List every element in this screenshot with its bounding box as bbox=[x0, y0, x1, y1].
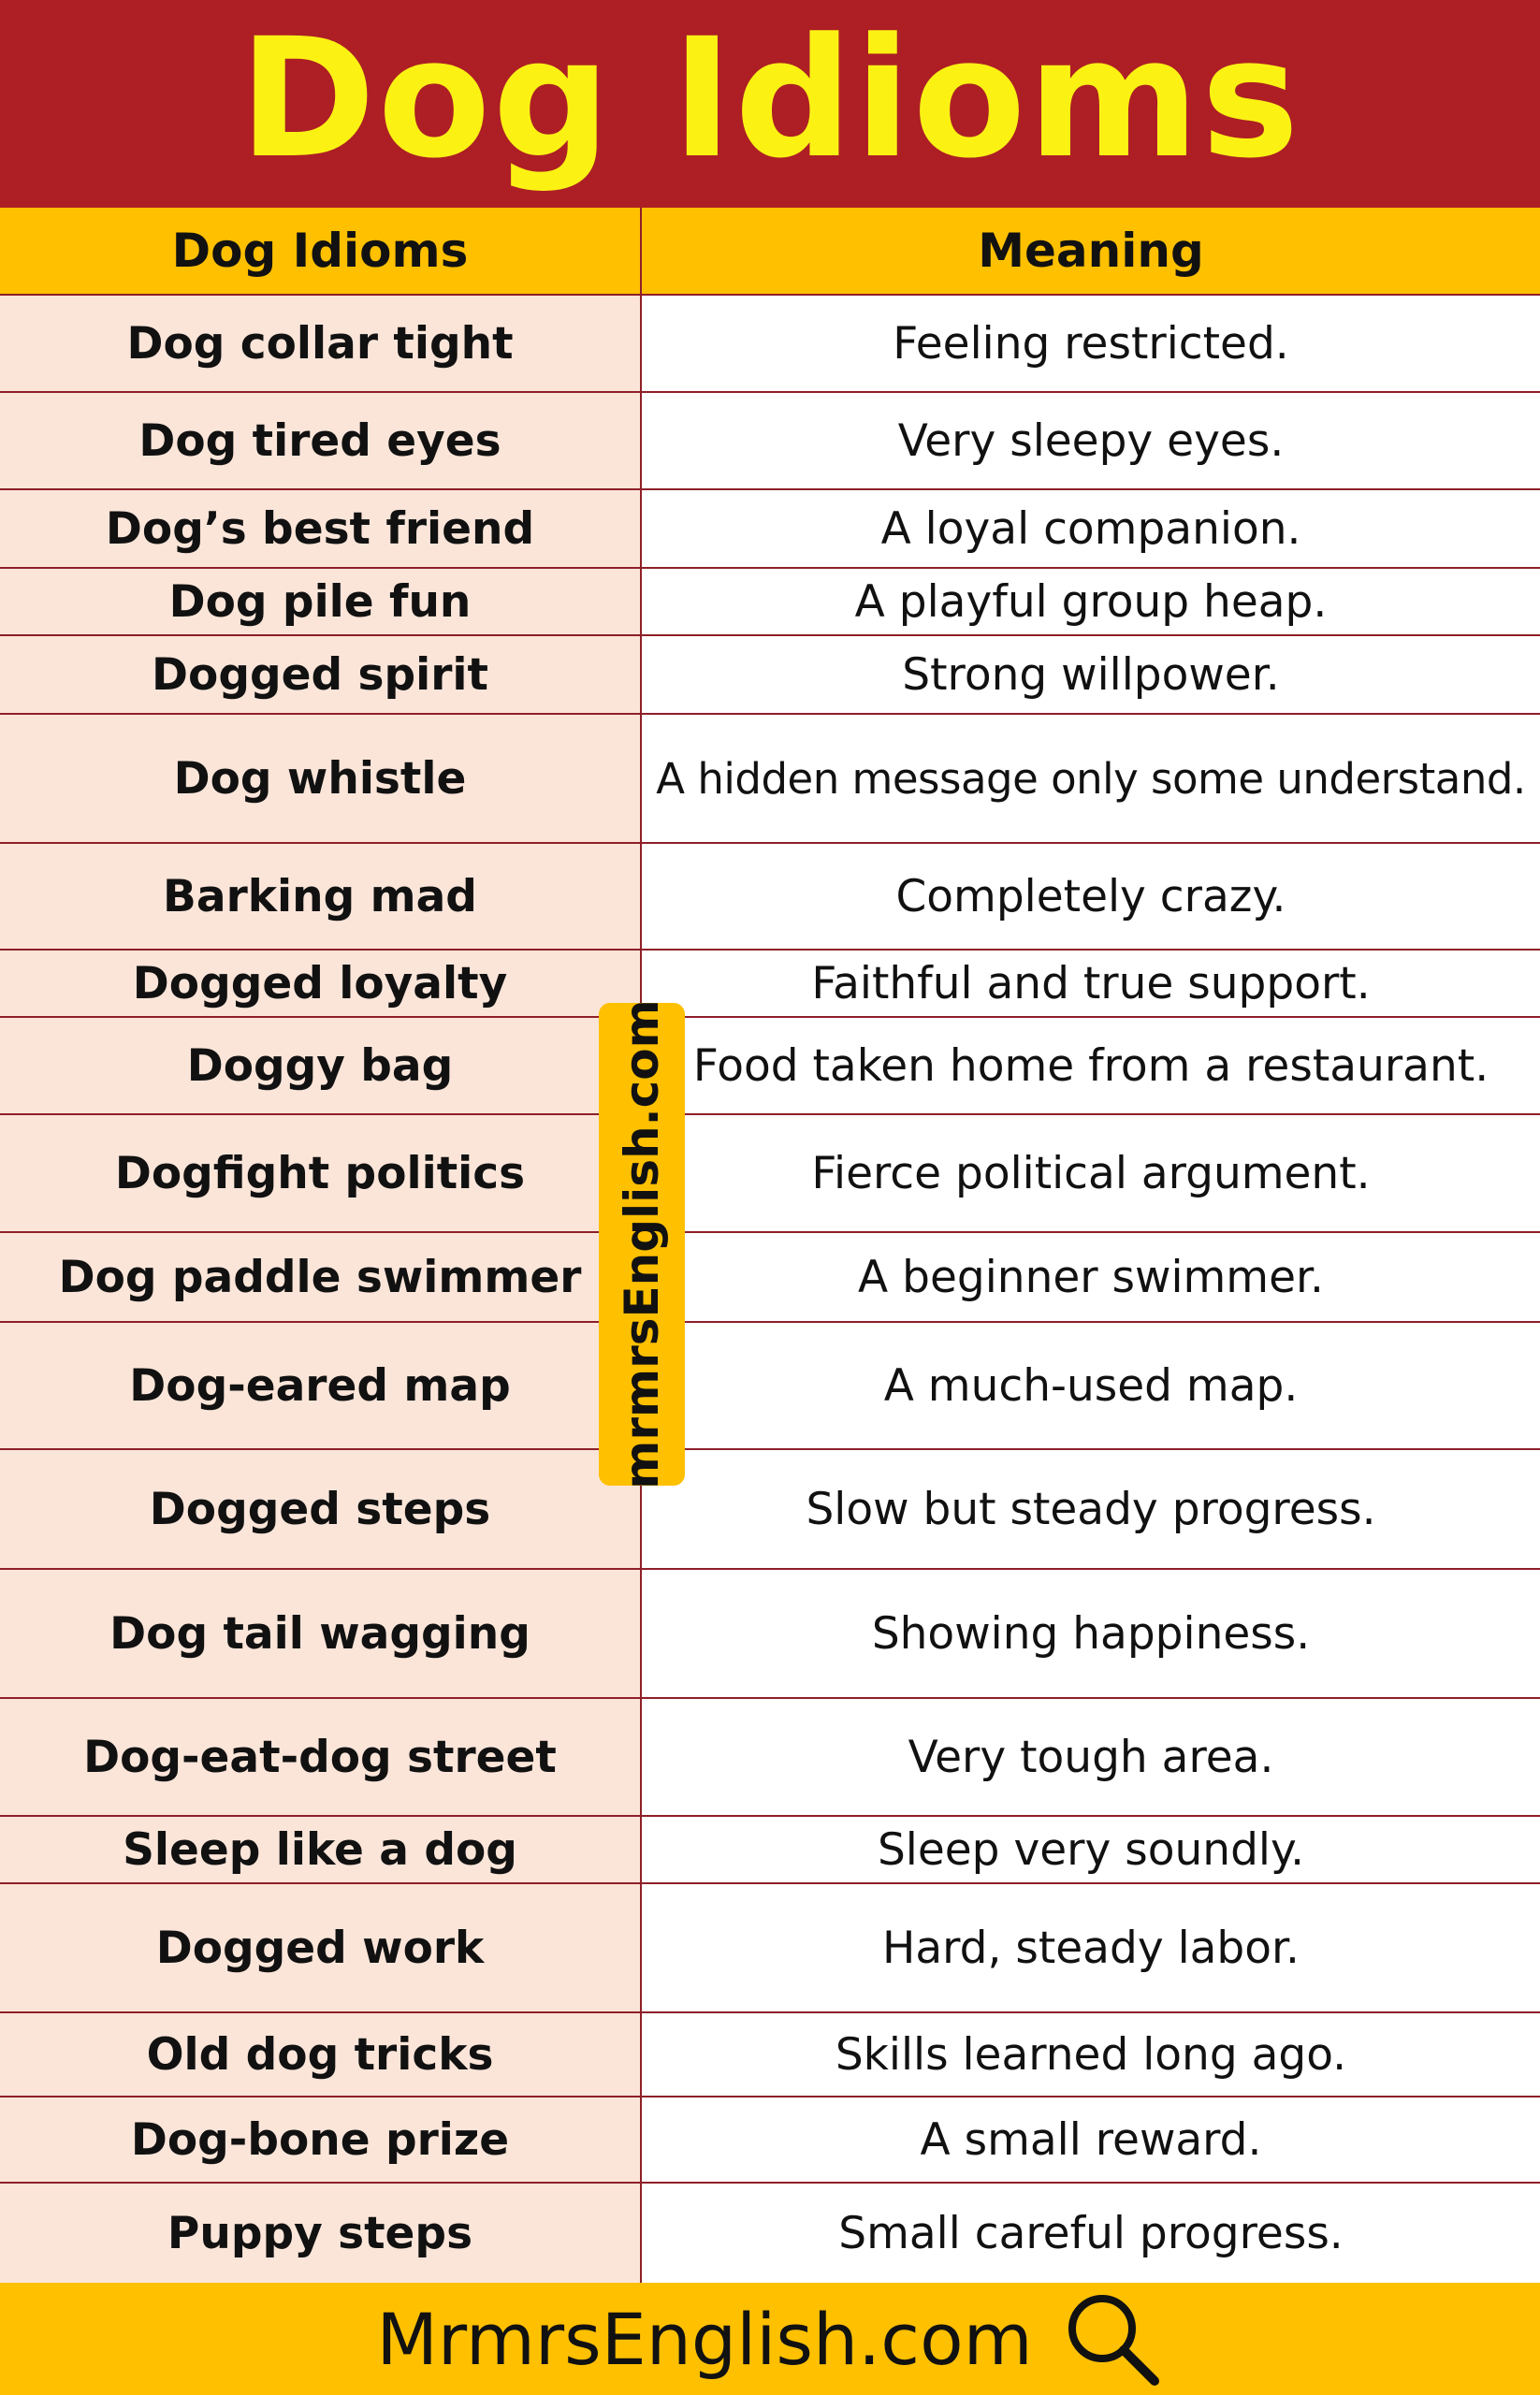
meaning-cell: Food taken home from a restaurant. bbox=[692, 1039, 1489, 1092]
table-row bbox=[0, 296, 1540, 393]
table-header bbox=[0, 208, 1540, 296]
table-row bbox=[0, 2184, 1540, 2283]
idiom-cell: Dog paddle swimmer bbox=[0, 1233, 642, 1321]
table-row bbox=[0, 1884, 1540, 2013]
idiom-cell: Dogged spirit bbox=[0, 636, 642, 713]
table-row bbox=[0, 393, 1540, 490]
table-row bbox=[0, 2097, 1540, 2184]
table-row bbox=[0, 1323, 1540, 1450]
idiom-cell: Dog whistle bbox=[0, 715, 642, 842]
idiom-cell: Dogged work bbox=[0, 1884, 642, 2011]
meaning-cell: Feeling restricted. bbox=[893, 317, 1289, 370]
meaning-cell: Completely crazy. bbox=[895, 870, 1286, 922]
meaning-cell: Showing happiness. bbox=[871, 1607, 1311, 1660]
page-title: Dog Idioms bbox=[239, 2, 1301, 195]
meaning-cell: Sleep very soundly. bbox=[877, 1823, 1305, 1876]
meaning-cell: Faithful and true support. bbox=[811, 957, 1371, 1009]
table-row bbox=[0, 1233, 1540, 1323]
meaning-cell: Fierce political argument. bbox=[811, 1147, 1371, 1199]
search-icon[interactable] bbox=[1061, 2287, 1164, 2390]
table-row bbox=[0, 1018, 1540, 1115]
idiom-cell: Sleep like a dog bbox=[0, 1817, 642, 1882]
table-row bbox=[0, 569, 1540, 636]
idiom-cell: Dogged steps bbox=[0, 1450, 642, 1568]
idioms-table bbox=[0, 208, 1540, 2283]
idiom-cell: Dog tired eyes bbox=[0, 393, 642, 488]
header-meaning: Meaning bbox=[978, 224, 1204, 278]
idiom-cell: Dogged loyalty bbox=[0, 951, 642, 1016]
meaning-cell: A hidden message only some understand. bbox=[656, 753, 1526, 804]
idiom-cell: Puppy steps bbox=[0, 2184, 642, 2283]
idiom-cell: Dog pile fun bbox=[0, 569, 642, 634]
table-row bbox=[0, 490, 1540, 569]
idiom-cell: Dogfight politics bbox=[0, 1115, 642, 1231]
meaning-cell: Very sleepy eyes. bbox=[897, 414, 1285, 467]
table-row bbox=[0, 1817, 1540, 1884]
footer-banner bbox=[0, 2283, 1540, 2395]
table-row bbox=[0, 844, 1540, 951]
table-row bbox=[0, 1115, 1540, 1233]
table-row bbox=[0, 951, 1540, 1018]
footer-site-link[interactable]: MrmrsEnglish.com bbox=[376, 2297, 1033, 2381]
watermark-badge bbox=[599, 999, 685, 1489]
idiom-cell: Dog-bone prize bbox=[0, 2097, 642, 2182]
meaning-cell: A beginner swimmer. bbox=[858, 1251, 1324, 1303]
meaning-cell: A playful group heap. bbox=[854, 575, 1328, 628]
idiom-cell: Dog collar tight bbox=[0, 296, 642, 391]
idiom-cell: Doggy bag bbox=[0, 1018, 642, 1113]
idiom-cell: Old dog tricks bbox=[0, 2013, 642, 2096]
header-idioms: Dog Idioms bbox=[0, 208, 642, 294]
meaning-cell: Strong willpower. bbox=[902, 648, 1280, 701]
idiom-cell: Dog-eared map bbox=[0, 1323, 642, 1448]
meaning-cell: A much-used map. bbox=[883, 1359, 1299, 1412]
idiom-cell: Barking mad bbox=[0, 844, 642, 949]
table-row bbox=[0, 1450, 1540, 1570]
table-row bbox=[0, 715, 1540, 844]
meaning-cell: A loyal companion. bbox=[880, 502, 1301, 555]
meaning-cell: Slow but steady progress. bbox=[806, 1483, 1376, 1535]
watermark-text: mrmrsEnglish.com bbox=[615, 999, 670, 1489]
meaning-cell: A small reward. bbox=[920, 2113, 1262, 2166]
idiom-cell: Dog-eat-dog street bbox=[0, 1699, 642, 1815]
table-row bbox=[0, 2013, 1540, 2097]
meaning-cell: Very tough area. bbox=[908, 1731, 1274, 1783]
table-row bbox=[0, 1699, 1540, 1817]
idiom-cell: Dog tail wagging bbox=[0, 1570, 642, 1697]
table-row bbox=[0, 1570, 1540, 1699]
title-banner bbox=[0, 0, 1540, 208]
meaning-cell: Skills learned long ago. bbox=[835, 2028, 1347, 2081]
meaning-cell: Small careful progress. bbox=[838, 2207, 1344, 2259]
idiom-cell: Dog’s best friend bbox=[0, 490, 642, 567]
table-row bbox=[0, 636, 1540, 715]
meaning-cell: Hard, steady labor. bbox=[882, 1922, 1300, 1974]
